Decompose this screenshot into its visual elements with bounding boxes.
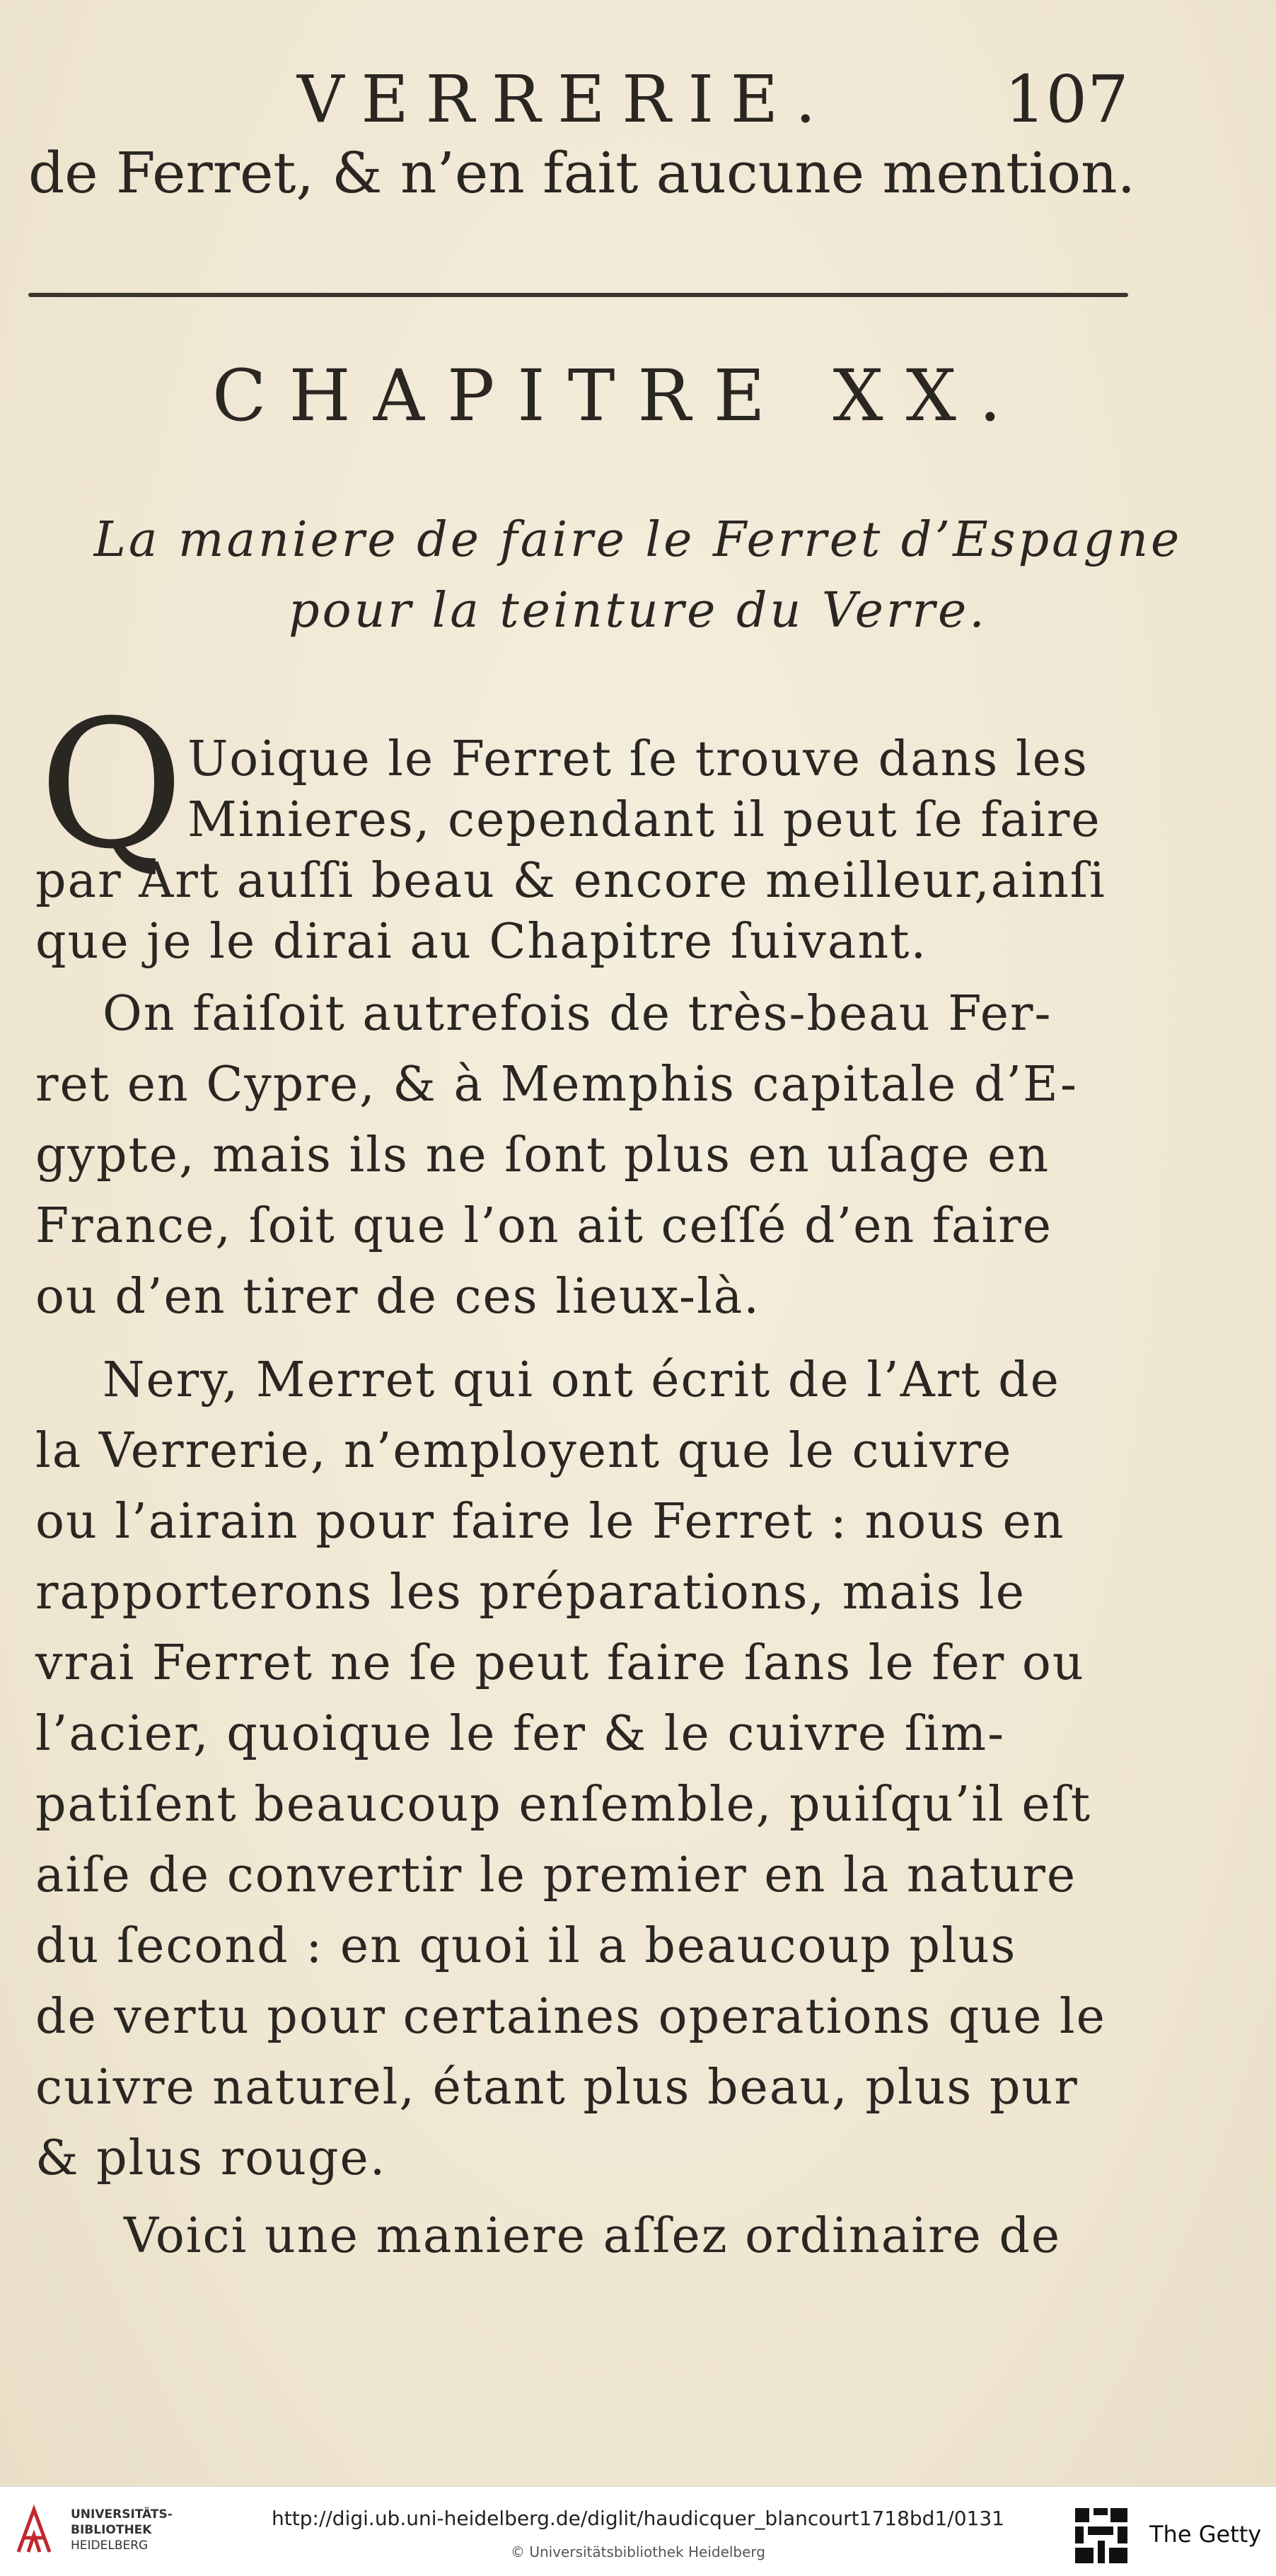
library-name-line: BIBLIOTHEK xyxy=(71,2523,152,2537)
body-line: Uoique le Ferret ſe trouve dans les xyxy=(187,731,1089,787)
body-line: de vertu pour certaines operations que le xyxy=(35,1989,1106,2045)
body-line: ou d’en tirer de ces lieux-là. xyxy=(35,1269,760,1325)
body-line: ou l’airain pour faire le Ferret : nous en xyxy=(35,1494,1065,1550)
getty-logo-icon xyxy=(1074,2507,1129,2565)
body-line: ret en Cypre, & à Memphis capitale d’E- xyxy=(35,1057,1078,1113)
body-line: & plus rouge. xyxy=(35,2130,387,2186)
page-number: 107 xyxy=(1004,62,1129,137)
body-line: France, ſoit que l’on ait ceſſé d’en faire xyxy=(35,1198,1053,1254)
body-line: du ſecond : en quoi il a beaucoup plus xyxy=(35,1918,1017,1974)
running-head: VERRERIE. xyxy=(297,62,833,137)
body-line: aiſe de convertir le premier en la nature xyxy=(35,1847,1077,1903)
copyright-notice: © Universitätsbibliothek Heidelberg xyxy=(510,2543,765,2560)
permalink-url[interactable]: http://digi.ub.uni-heidelberg.de/diglit/haudicquer_blancourt1718bd1/0131 xyxy=(272,2507,1004,2530)
library-name-line: UNIVERSITÄTS- xyxy=(71,2507,173,2522)
getty-label: The Getty xyxy=(1149,2521,1262,2548)
carry-over-line: de Ferret, & n’en fait aucune mention. xyxy=(28,140,1136,206)
body-line: la Verrerie, n’employent que le cuivre xyxy=(35,1423,1013,1479)
chapter-subtitle-line-2: pour la teinture du Verre. xyxy=(289,583,987,639)
body-line: l’acier, quoique le fer & le cuivre ſim- xyxy=(35,1706,1006,1762)
body-line: On faiſoit autrefois de très-beau Fer- xyxy=(103,986,1052,1042)
ornamental-rule xyxy=(28,293,1128,297)
body-line: par Art auſſi beau & encore meilleur,ainſi xyxy=(35,853,1106,909)
viewer-footer xyxy=(0,2486,1276,2576)
chapter-title: CHAPITRE XX. xyxy=(212,354,1024,437)
body-line: cuivre naturel, étant plus beau, plus pur xyxy=(35,2060,1079,2116)
body-line: que je le dirai au Chapitre ſuivant. xyxy=(35,914,928,970)
body-line: patiſent beaucoup enſemble, puiſqu’il eſt xyxy=(35,1777,1092,1833)
body-line: rapporterons les préparations, mais le xyxy=(35,1565,1026,1620)
body-line: vrai Ferret ne ſe peut faire ſans le fer ou xyxy=(35,1635,1085,1691)
chapter-subtitle-line-1: La maniere de faire le Ferret d’Espagne xyxy=(93,512,1183,568)
body-line: Minieres, cependant il peut ſe faire xyxy=(187,792,1101,848)
body-line: Voici une maniere aſſez ordinaire de xyxy=(124,2208,1062,2264)
body-line: Nery, Merret qui ont écrit de l’Art de xyxy=(103,1352,1060,1408)
library-name-line: HEIDELBERG xyxy=(71,2539,149,2553)
drop-cap: Q xyxy=(39,682,184,888)
body-line: gypte, mais ils ne ſont plus en uſage en xyxy=(35,1127,1050,1183)
